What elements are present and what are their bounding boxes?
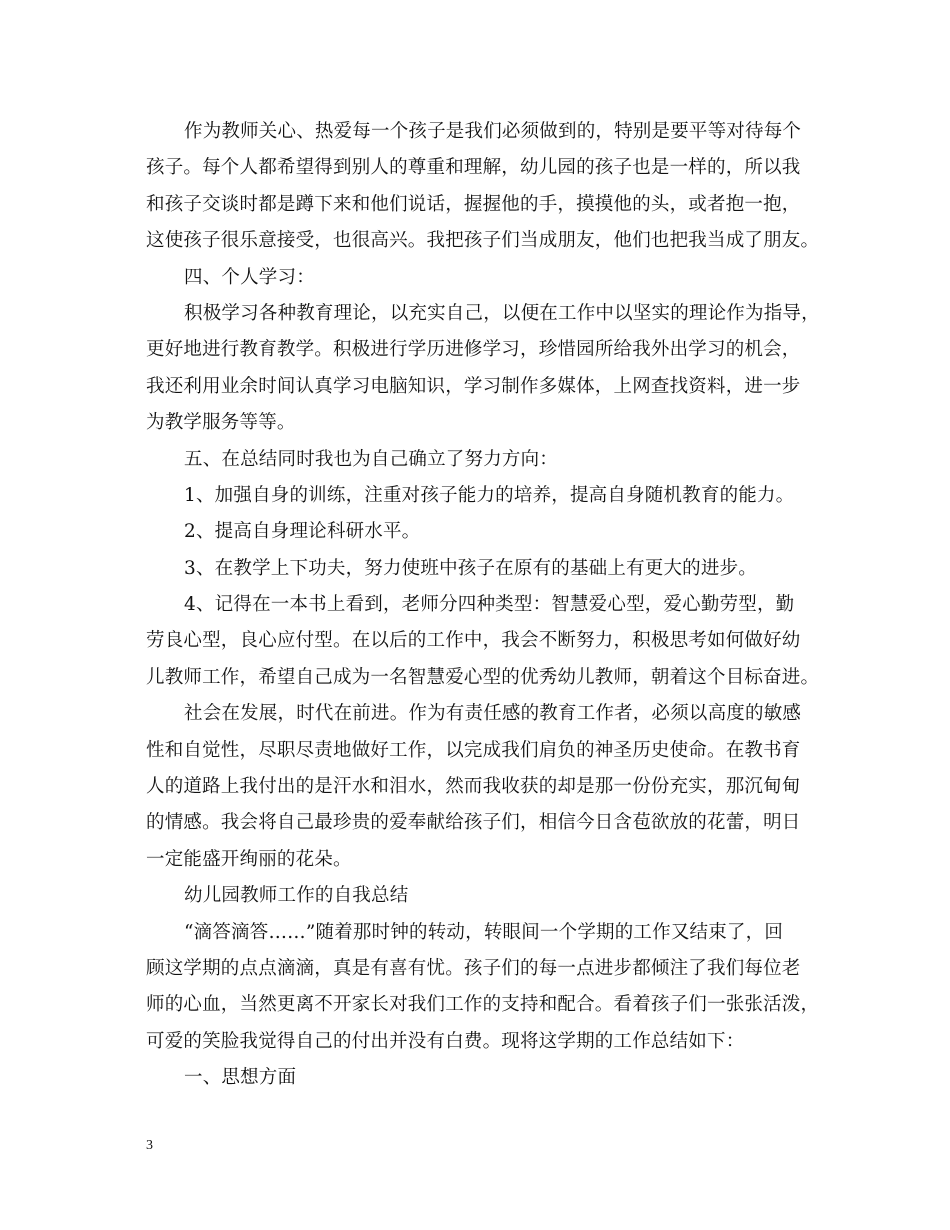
paragraph-line: 孩子。每个人都希望得到别人的尊重和理解，幼儿园的孩子也是一样的，所以我 — [146, 157, 801, 179]
list-item: 1、加强自身的训练，注重对孩子能力的培养，提高自身随机教育的能力。 — [184, 484, 795, 506]
paragraph-line: 我还利用业余时间认真学习电脑知识，学习制作多媒体，上网查找资料，进一步 — [146, 375, 801, 397]
paragraph-line: 社会在发展，时代在前进。作为有责任感的教育工作者，必须以高度的敏感 — [184, 703, 802, 725]
paragraph-line: 一定能盛开绚丽的花朵。 — [146, 848, 352, 870]
section-heading: 四、个人学习： — [184, 266, 315, 288]
paragraph-line: 和孩子交谈时都是蹲下来和他们说话，握握他的手，摸摸他的头，或者抱一抱， — [146, 193, 801, 215]
list-item: 4、记得在一本书上看到，老师分四种类型：智慧爱心型，爱心勤劳型，勤 — [184, 594, 795, 616]
section-heading: 五、在总结同时我也为自己确立了努力方向： — [184, 448, 559, 470]
paragraph-line: 作为教师关心、热爱每一个孩子是我们必须做到的，特别是要平等对待每个 — [184, 121, 802, 142]
paragraph-line: 儿教师工作，希望自己成为一名智慧爱心型的优秀幼儿教师，朝着这个目标奋进。 — [146, 666, 820, 688]
paragraph-line: 劳良心型，良心应付型。在以后的工作中，我会不断努力，积极思考如何做好幼 — [146, 630, 801, 652]
paragraph-line: 的情感。我会将自己最珍贵的爱奉献给孩子们，相信今日含苞欲放的花蕾，明日 — [146, 812, 801, 834]
paragraph-line: 积极学习各种教育理论，以充实自己，以便在工作中以坚实的理论作为指导， — [184, 302, 820, 324]
paragraph-line: 顾这学期的点点滴滴，真是有喜有忧。孩子们的每一点进步都倾注了我们每位老 — [146, 957, 801, 979]
paragraph-line: 可爱的笑脸我觉得自己的付出并没有白费。现将这学期的工作总结如下： — [146, 1030, 745, 1052]
list-item: 3、在教学上下功夫，努力使班中孩子在原有的基础上有更大的进步。 — [184, 557, 757, 579]
paragraph-line: 性和自觉性，尽职尽责地做好工作，以完成我们肩负的神圣历史使命。在教书育 — [146, 739, 801, 761]
section-heading: 一、思想方面 — [184, 1067, 297, 1089]
paragraph-line: 为教学服务等等。 — [146, 412, 296, 434]
document-subtitle: 幼儿园教师工作的自我总结 — [184, 885, 409, 907]
paragraph-line: 更好地进行教育教学。积极进行学历进修学习，珍惜园所给我外出学习的机会， — [146, 339, 801, 361]
paragraph-line: 师的心血，当然更离不开家长对我们工作的支持和配合。看着孩子们一张张活泼， — [146, 994, 820, 1016]
page-number: 3 — [146, 1138, 153, 1153]
paragraph-line: 人的道路上我付出的是汗水和泪水，然而我收获的却是那一份份充实，那沉甸甸 — [146, 776, 801, 798]
list-item: 2、提高自身理论科研水平。 — [184, 521, 421, 543]
document-body — [146, 114, 820, 1097]
paragraph-line: 这使孩子很乐意接受，也很高兴。我把孩子们当成朋友，他们也把我当成了朋友。 — [146, 230, 820, 252]
paragraph-line: “滴答滴答……”随着那时钟的转动，转眼间一个学期的工作又结束了，回 — [184, 921, 784, 943]
